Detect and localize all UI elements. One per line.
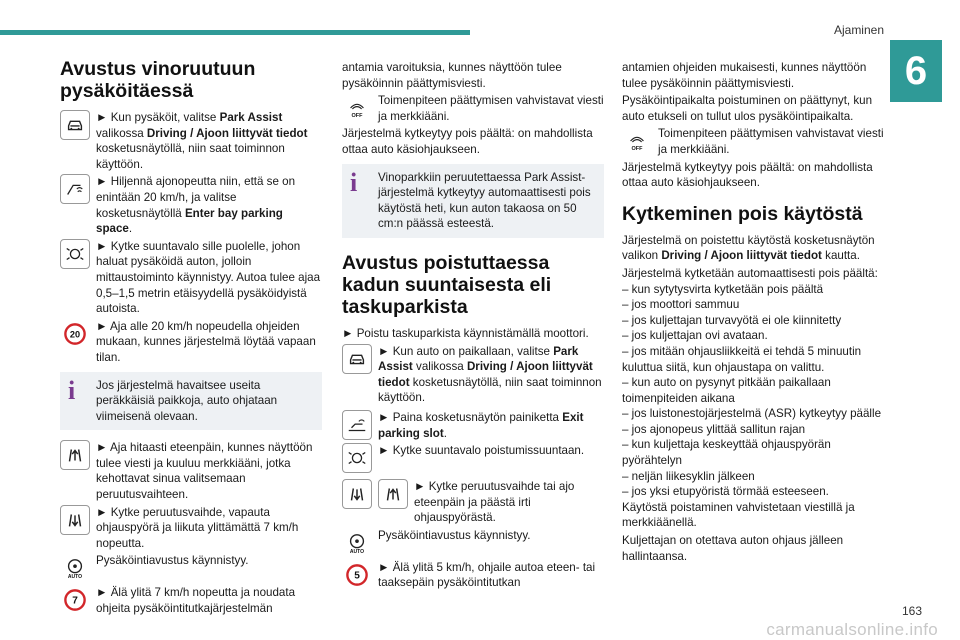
list-item: – jos mitään ohjausliikkeitä ei tehdä 5 minuutin kuluttua siitä, kun ohjaustapa on valittu. <box>622 344 886 375</box>
header-bar <box>0 30 470 35</box>
car-icon <box>342 344 372 374</box>
parking-off-icon <box>622 126 652 156</box>
svg-text:OFF: OFF <box>351 113 363 120</box>
turn-signal-icon <box>342 443 372 473</box>
parking-off-icon <box>342 93 372 123</box>
reverse-arrow-icon <box>342 479 372 509</box>
forward-arrow-icon <box>60 440 90 470</box>
column-1 <box>60 58 322 619</box>
list-item: – jos luistonestojärjestelmä (ASR) kytkeytyy päälle <box>622 406 886 422</box>
section-heading: Avustus vinoruutuun pysäköitäessä <box>60 58 256 102</box>
step-item: 5 ► Älä ylitä 5 km/h, ohjaile autoa eteen- tai taaksepäin pysäköintitutkan <box>342 560 604 591</box>
exit-parking-icon <box>342 410 372 440</box>
step-item: ► Kytke peruutusvaihde, vapauta ohjauspyörä ja liikuta ylittämättä 7 km/h nopeutta. <box>60 505 322 552</box>
list-item: – jos moottori sammuu <box>622 297 886 313</box>
info-box: i Jos järjestelmä havaitsee useita peräkkäisiä paikkoja, auto ohjataan viimeisenä olevaan. <box>60 372 322 431</box>
step-item: AUTO Pysäköintiavustus käynnistyy. <box>342 528 604 558</box>
svg-text:AUTO: AUTO <box>67 574 83 580</box>
list-item: – jos ajonopeus ylittää sallitun rajan <box>622 422 886 438</box>
step-item: ► Kun pysäköit, valitse Park Assist valikossa Driving / Ajoon liittyvät tiedot kosketusnäytöllä, niin saat toiminnon käyttöön. <box>60 110 322 172</box>
auto-steering-icon <box>342 528 372 558</box>
svg-text:20: 20 <box>69 329 81 340</box>
forward-arrow-icon <box>378 479 408 509</box>
list-item: – jos kuljettajan ovi avataan. <box>622 328 886 344</box>
svg-text:OFF: OFF <box>631 146 643 153</box>
step-item: ► Kytke suuntavalo poistumissuuntaan. <box>342 443 604 473</box>
step-item: ► Kun auto on paikallaan, valitse Park Assist valikossa Driving / Ajoon liittyvät tiedot kosketusnäytöllä, niin saat toiminnon käyttöön. <box>342 344 604 406</box>
speed-limit-5-icon <box>342 560 372 590</box>
svg-text:7: 7 <box>72 596 78 608</box>
condition-list <box>622 282 886 500</box>
list-item: – kun auto on pysynyt pitkään paikallaan toimenpiteiden aikana <box>622 375 886 406</box>
list-item: – jos kuljettajan turvavyötä ei ole kiinnitetty <box>622 313 886 329</box>
watermark: carmanualsonline.info <box>766 620 938 639</box>
parking-sensor-icon <box>60 174 90 204</box>
step-item: OFF Toimenpiteen päättymisen vahvistavat viesti ja merkkiääni. <box>622 126 886 157</box>
speed-limit-7-icon <box>60 585 90 615</box>
section-heading: Kytkeminen pois käytöstä <box>622 202 863 225</box>
step-item: ► Aja hitaasti eteenpäin, kunnes näyttöön tulee viesti ja kuuluu merkkiääni, jotka kehottavat sinua valitsemaan peruutusvaihteen. <box>60 440 322 502</box>
section-title: Ajaminen <box>833 23 884 37</box>
chapter-badge: 6 <box>890 40 942 102</box>
auto-steering-icon <box>60 553 90 583</box>
car-icon <box>60 110 90 140</box>
turn-signal-icon <box>60 239 90 269</box>
step-item: 7 ► Älä ylitä 7 km/h nopeutta ja noudata ohjeita pysäköintitutkajärjestelmän <box>60 585 322 616</box>
step-item: 20 ► Aja alle 20 km/h nopeudella ohjeiden mukaan, kunnes järjestelmä löytää vapaan tilan. <box>60 319 322 366</box>
step-item: AUTO Pysäköintiavustus käynnistyy. <box>60 553 322 583</box>
step-item: OFF Toimenpiteen päättymisen vahvistavat viesti ja merkkiääni. <box>342 93 604 124</box>
section-heading: Avustus poistuttaessa kadun suuntaisesta eli taskuparkista <box>342 251 552 318</box>
step-item: ► Kytke peruutusvaihde tai ajo eteenpäin ja päästä irti ohjauspyörästä. <box>342 479 604 526</box>
list-item: – kun sytytysvirta kytketään pois päältä <box>622 282 886 298</box>
info-icon: i <box>350 167 358 197</box>
step-item: ► Paina kosketusnäytön painiketta Exit parking slot. <box>342 410 604 441</box>
step-item: ► Hiljennä ajonopeutta niin, että se on enintään 20 km/h, ja valitse kosketusnäytöllä Enter bay parking space. <box>60 174 322 236</box>
column-2: antamia varoituksia, kunnes näyttöön tulee pysäköinnin päättymisviesti. OFF Toimenpiteen päättymisen vahvistavat viesti ja merkkiääni. Järjestelmä kytkeytyy pois päältä: on mahdollista ottaa auto käsiohjaukseen. i Vinoparkkiin peruutettaessa Park Assist-järjestelmä kytkeytyy automaattisesti pois käytöstä heti, kun auton takaosa on 50 cm:n päässä esteestä. Avustus poistuttaessa kadun suuntaisesta eli taskuparkista ► Poistu taskuparkista käynnistämällä moottori. ► Kun auto on paikallaan, valitse Park Assist valikossa Driving / Ajoon liittyvät tiedot kosketusnäytöllä, niin saat toiminnon käyttöön. ► Paina kosketusnäytön painiketta Exit parking slot. ► Kytke suuntavalo poistumissuuntaan. ► Kytke peruutusvaihde tai ajo eteenpäin ja päästä irti ohjauspyörästä. AUTO Pysäköintiavustus käynnistyy. 5 ► Älä ylitä 5 km/h, ohjaile autoa eteen- tai taaksepäin pysäköintitutkan <box>342 61 604 590</box>
svg-text:AUTO: AUTO <box>349 548 365 554</box>
list-item: – kun kuljettaja keskeyttää ohjauspyörän pyörähtelyn <box>622 437 886 468</box>
info-icon: i <box>68 375 76 405</box>
column-3: antamien ohjeiden mukaisesti, kunnes näyttöön tulee pysäköinnin päättymisviesti. Pysäköintipaikalta poistuminen on päättynyt, kun auto etukseli on tullut ulos pysäköintipaikalta. OFF Toimenpiteen päättymisen vahvistavat viesti ja merkkiääni. Järjestelmä kytkeytyy pois päältä: on mahdollista ottaa auto käsiohjaukseen. Kytkeminen pois käytöstä Järjestelmä on poistettu käytöstä kosketusnäytön valikon Driving / Ajoon liittyvät tiedot kautta. Järjestelmä kytketään automaattisesti pois päältä: – kun sytytysvirta kytketään pois päältä – jos moottori sammuu – jos kuljettajan turvavyötä ei ole kiinnitetty – jos kuljettajan ovi avataan. – jos mitään ohjausliikkeitä ei tehdä 5 minuutin kuluttua siitä, kun ohjaustapa on valittu. – kun auto on pysynyt pitkään paikallaan toimenpiteiden aikana – jos luistonestojärjestelmä (ASR) kytkeytyy päälle – jos ajonopeus ylittää sallitun rajan – kun kuljettaja keskeyttää ohjauspyörän pyörähtelyn – neljän liikesyklin jälkeen – jos yksi etupyöristä törmää esteeseen. Käytöstä poistaminen vahvistetaan viestillä ja merkkiäänellä. Kuljettajan on otettava auton ohjaus jälleen hallintaansa. <box>622 60 886 566</box>
speed-limit-20-icon <box>60 319 90 349</box>
svg-text:5: 5 <box>354 570 360 582</box>
reverse-arrow-icon <box>60 505 90 535</box>
page-number: 163 <box>901 604 922 618</box>
info-box: i Vinoparkkiin peruutettaessa Park Assist-järjestelmä kytkeytyy automaattisesti pois käytöstä heti, kun auton takaosa on 50 cm:n päässä esteestä. <box>342 164 604 238</box>
list-item: – neljän liikesyklin jälkeen <box>622 469 886 485</box>
list-item: – jos yksi etupyöristä törmää esteeseen. <box>622 484 886 500</box>
step-item: ► Kytke suuntavalo sille puolelle, johon haluat pysäköidä auton, jolloin mittaustoiminto käynnistyy. Autoa tulee ajaa 0,5–1,5 metrin etäisyydellä pysäköidyistä autoista. <box>60 239 322 317</box>
